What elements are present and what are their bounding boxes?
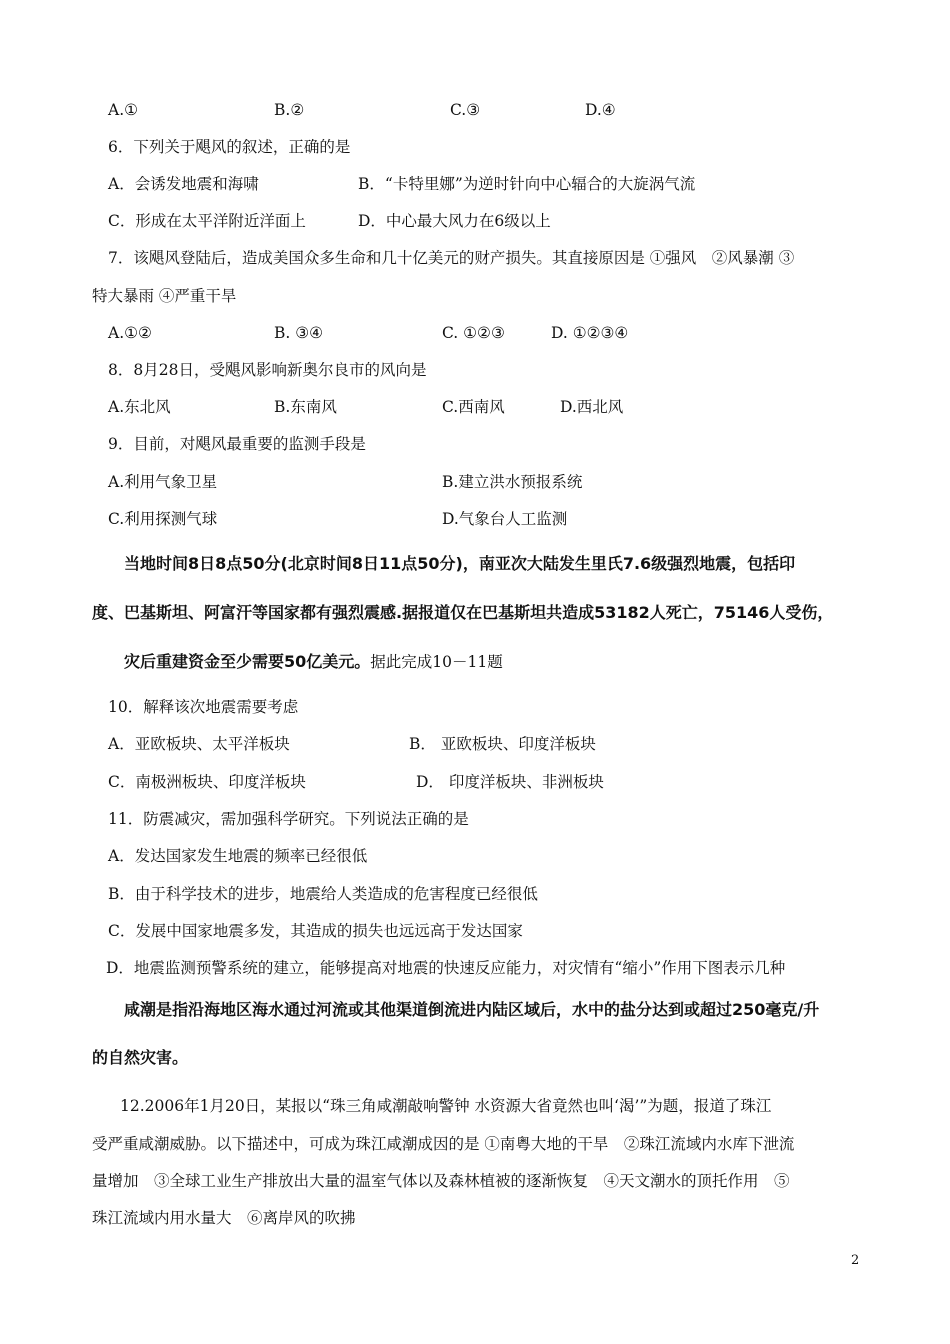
q7-option-d: D. ①②③④ <box>551 324 629 342</box>
q7-stem-line1: 7．该飓风登陆后，造成美国众多生命和几十亿美元的财产损失。其直接原因是 ①强风 ②风暴潮 ③ <box>108 249 795 267</box>
q8-option-a: A.东北风 <box>108 398 171 416</box>
q11-option-b: B．由于科学技术的进步，地震给人类造成的危害程度已经很低 <box>108 885 538 903</box>
q9-option-b: B.建立洪水预报系统 <box>442 473 583 491</box>
page-number: 2 <box>851 1253 860 1268</box>
q12-line3: 量增加 ③全球工业生产排放出大量的温室气体以及森林植被的逐渐恢复 ④天文潮水的顶托作用 ⑤ <box>92 1172 790 1190</box>
saltwater-passage-line2: 的自然灾害。 <box>92 1048 189 1067</box>
earthquake-passage-line3-main: 灾后重建资金至少需要50亿美元。 <box>124 652 371 671</box>
q9-stem: 9．目前，对飓风最重要的监测手段是 <box>108 435 366 453</box>
earthquake-passage-line2: 度、巴基斯坦、阿富汗等国家都有强烈震感.据报道仅在巴基斯坦共造成53182人死亡，75146人受伤， <box>92 603 834 622</box>
q10-option-b: B． 亚欧板块、印度洋板块 <box>409 735 596 753</box>
q6-option-d: D．中心最大风力在6级以上 <box>358 212 551 230</box>
q11-option-c: C．发展中国家地震多发，其造成的损失也远远高于发达国家 <box>108 922 523 940</box>
q8-option-b: B.东南风 <box>274 398 337 416</box>
q9-option-a: A.利用气象卫星 <box>108 473 218 491</box>
q5-option-a: A.① <box>108 101 139 119</box>
q9-option-c: C.利用探测气球 <box>108 510 218 528</box>
q7-stem-line2: 特大暴雨 ④严重干旱 <box>92 287 237 305</box>
q9-option-d: D.气象台人工监测 <box>442 510 568 528</box>
q7-option-b: B. ③④ <box>274 324 324 342</box>
q12-line4: 珠江流域内用水量大 ⑥离岸风的吹拂 <box>92 1209 356 1227</box>
q8-option-c: C.西南风 <box>442 398 505 416</box>
q10-option-a: A．亚欧板块、太平洋板块 <box>108 735 290 753</box>
q11-stem: 11．防震减灾，需加强科学研究。下列说法正确的是 <box>108 810 469 828</box>
earthquake-passage-line3 <box>124 652 503 672</box>
q11-option-a: A．发达国家发生地震的频率已经很低 <box>108 847 368 865</box>
earthquake-passage-instruction: 据此完成10－11题 <box>370 653 503 671</box>
q7-option-a: A.①② <box>108 324 152 342</box>
q12-line2: 受严重咸潮威胁。以下描述中，可成为珠江咸潮成因的是 ①南粤大地的干旱 ②珠江流域内水库下泄流 <box>92 1135 795 1153</box>
saltwater-passage-line1: 咸潮是指沿海地区海水通过河流或其他渠道倒流进内陆区域后，水中的盐分达到或超过250毫克/升 <box>124 1000 820 1019</box>
q12-line1: 12.2006年1月20日，某报以“珠三角咸潮敲响警钟 水资源大省竟然也叫‘渴’”为题，报道了珠江 <box>120 1097 772 1115</box>
q10-stem: 10．解释该次地震需要考虑 <box>108 698 299 716</box>
q6-option-a: A．会诱发地震和海啸 <box>108 175 259 193</box>
earthquake-passage-line1: 当地时间8日8点50分(北京时间8日11点50分)，南亚次大陆发生里氏7.6级强烈地震，包括印 <box>124 554 796 573</box>
q11-option-d: D．地震监测预警系统的建立，能够提高对地震的快速反应能力，对灾情有“缩小”作用下图表示几种 <box>106 959 786 977</box>
q8-stem: 8．8月28日，受飓风影响新奥尔良市的风向是 <box>108 361 427 379</box>
q8-option-d: D.西北风 <box>560 398 624 416</box>
q5-option-c: C.③ <box>450 101 481 119</box>
q10-option-c: C．南极洲板块、印度洋板块 <box>108 773 306 791</box>
q6-option-b: B．“卡特里娜”为逆时针向中心辐合的大旋涡气流 <box>358 175 696 193</box>
q6-stem: 6．下列关于飓风的叙述，正确的是 <box>108 138 351 156</box>
q10-option-d: D． 印度洋板块、非洲板块 <box>416 773 604 791</box>
q6-option-c: C．形成在太平洋附近洋面上 <box>108 212 306 230</box>
q5-option-d: D.④ <box>585 101 616 119</box>
q5-option-b: B.② <box>274 101 305 119</box>
q7-option-c: C. ①②③ <box>442 324 505 342</box>
